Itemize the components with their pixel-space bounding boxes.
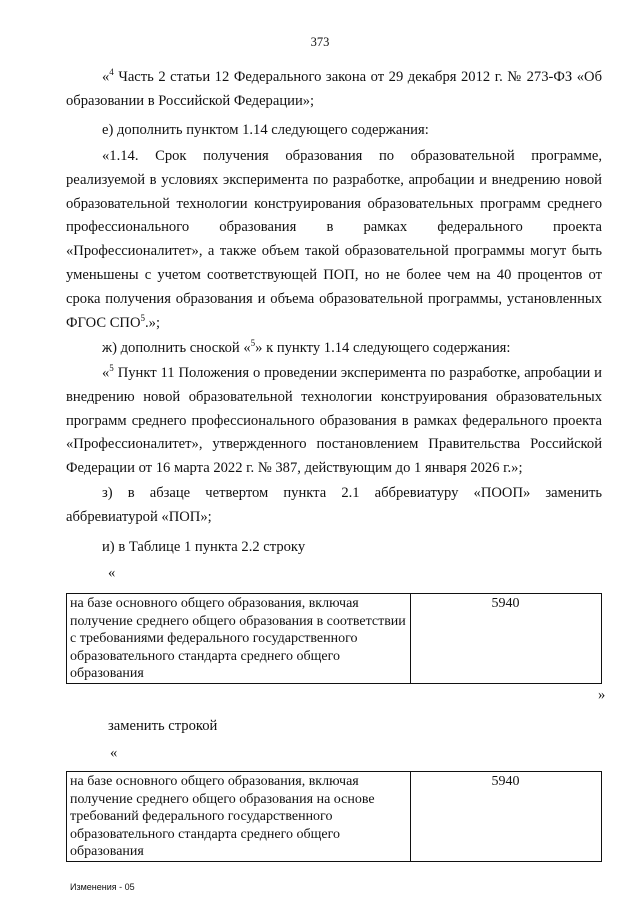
replace-with-text: заменить строкой xyxy=(108,718,218,734)
table-old-row xyxy=(66,593,602,684)
close-quote-1: » xyxy=(598,687,606,703)
table-new-row xyxy=(66,771,602,862)
item-1-14-text: «1.14. Срок получения образования по образовательной программе, реализуемой в условиях эксперимента по разработке, апробации и внедрению новой образовательной технологии конструирования образовательных программ среднего профессионального образования в рамках федерального проекта «Профессионалитет», а также объем такой образовательной программы могут быть уменьшены с учетом соответствующей ПОП, но не более чем на 40 процентов от срока получения образования и объема образовательной программы, установленных ФГОС СПО xyxy=(66,148,602,331)
table-new-description: на базе основного общего образования, включая получение среднего общего образования на основе требований федерального государственного образовательного стандарта среднего общего образования xyxy=(67,772,411,862)
footnote-5-text: Пункт 11 Положения о проведении эксперимента по разработке, апробации и внедрению новой образовательной технологии конструирования образовательных программ среднего профессионального образования в рамках федерального проекта «Профессионалитет», утвержденного постановлением Правительства Российской Федерации от 16 марта 2022 г. № 387, действующим до 1 января 2026 г.»; xyxy=(66,365,602,477)
table-old-value: 5940 xyxy=(411,594,602,684)
table-old-description: на базе основного общего образования, включая получение среднего общего образования в соответствии с требованиями федерального государственного образовательного стандарта среднего общего образования xyxy=(67,594,411,684)
open-quote-2: « xyxy=(110,745,118,761)
item-zh-after: » к пункту 1.14 следующего содержания: xyxy=(255,340,511,356)
item-e-text: е) дополнить пунктом 1.14 следующего содержания: xyxy=(102,122,429,138)
footnote-4-paragraph xyxy=(66,66,602,114)
footnote-5-paragraph xyxy=(66,362,602,481)
item-i-paragraph xyxy=(102,536,602,560)
item-i-text: и) в Таблице 1 пункта 2.2 строку xyxy=(102,539,306,555)
item-1-14-paragraph xyxy=(66,145,602,335)
page-number: 373 xyxy=(310,35,330,49)
footnote-4-open-quote: « xyxy=(102,69,110,85)
replace-with-paragraph xyxy=(108,715,602,739)
footnote-4-marker: 4 xyxy=(109,67,114,78)
table-row xyxy=(67,772,602,862)
footnote-5-open-quote: « xyxy=(102,365,110,381)
item-z-paragraph xyxy=(66,482,602,530)
item-e-paragraph xyxy=(102,119,602,143)
footnote-4-text: Часть 2 статьи 12 Федерального закона от 29 декабря 2012 г. № 273-ФЗ «Об образовании в Российской Федерации»; xyxy=(66,69,602,109)
item-zh-before: ж) дополнить сноской « xyxy=(102,340,251,356)
item-1-14-end: .»; xyxy=(145,314,161,331)
table-new-value: 5940 xyxy=(411,772,602,862)
footer-revision: Изменения - 05 xyxy=(70,882,135,892)
table-row xyxy=(67,594,602,684)
footnote-5-marker: 5 xyxy=(109,363,114,374)
item-1-14-footnote-marker: 5 xyxy=(140,312,146,323)
item-zh-paragraph xyxy=(102,337,602,361)
open-quote-1: « xyxy=(108,565,116,581)
item-zh-marker: 5 xyxy=(250,338,256,349)
item-z-text: з) в абзаце четвертом пункта 2.1 аббревиатуру «ПООП» заменить аббревиатурой «ПОП»; xyxy=(66,485,602,525)
